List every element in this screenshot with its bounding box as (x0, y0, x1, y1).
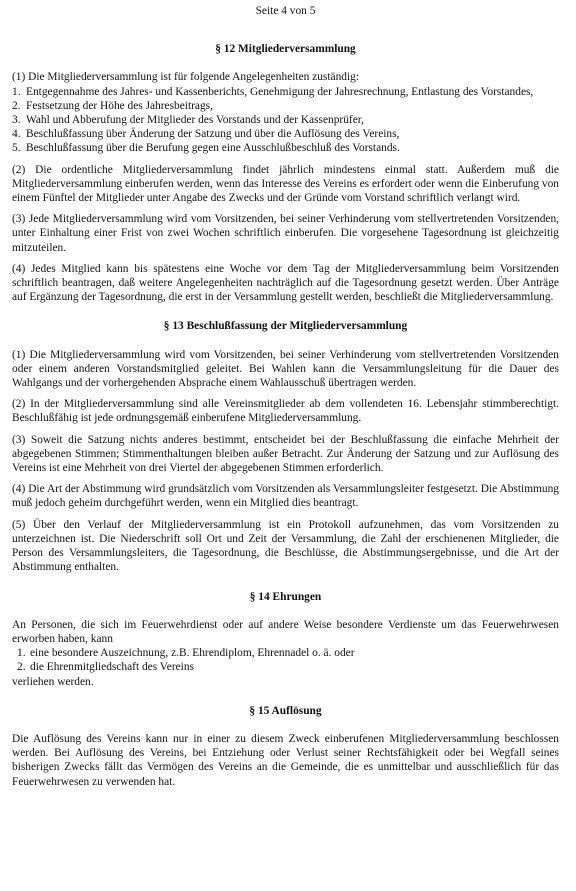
list-item-number: 2. (17, 661, 26, 674)
list-item-number: 5. (12, 142, 21, 155)
list-item-text: die Ehrenmitgliedschaft des Vereins (30, 661, 194, 674)
list-item-text: Festsetzung der Höhe des Jahresbeitrags, (26, 99, 213, 112)
list-item-number: 3. (12, 114, 21, 127)
section-15-heading: § 15 Auflösung (249, 704, 322, 717)
section-13-paragraph-1: (1) Die Mitgliederversammlung wird vom Vorsitzenden, bei seiner Verhinderung vom stellvertretenden Vorsitzenden oder einem anderen Vorstandsmitglied geleitet. Bei Wahlen kann die Versammlungsleitung für die Dauer des Wahlgangs und der vorhergehenden Absprache einem Wahlausschuß übertragen werden. (12, 348, 559, 390)
section-15 (12, 704, 559, 789)
section-12-paragraph-2: (2) Die ordentliche Mitgliederversammlung findet jährlich mindestens einmal statt. Außerdem muß die Mitgliederversammlung einberufen werden, wenn das Interesse des Vereins es erfordert oder wenn die Einberufung von einem Fünftel der Mitglieder unter Angabe des Zwecks und der Gründe vom Vorstand schriftlich verlangt wird. (12, 163, 559, 205)
list-item-text: eine besondere Auszeichnung, z.B. Ehrendiplom, Ehrennadel o. ä. oder (30, 647, 355, 660)
page-number-header: Seite 4 von 5 (255, 5, 316, 17)
section-13-paragraph-3: (3) Soweit die Satzung nichts anderes bestimmt, entscheidet bei der Beschlußfassung die einfache Mehrheit der abgegebenen Stimmen; Stimmenthaltungen bleiben außer Betracht. Zur Änderung der Satzung und zur Auflösung des Vereins ist eine Mehrheit von drei Viertel der abgegebenen Stimmen erforderlich. (12, 433, 559, 475)
list-item-number: 1. (17, 647, 26, 660)
list-item-number: 2. (12, 99, 21, 112)
section-14-heading: § 14 Ehrungen (249, 590, 322, 603)
list-item (12, 99, 559, 113)
list-item (12, 113, 559, 127)
list-item-text: Entgegennahme des Jahres- und Kassenberichts, Genehmigung der Jahresrechnung, Entlastung des Vorstandes, (26, 85, 534, 98)
list-item-text: Beschlußfassung über Änderung der Satzung und über die Auflösung des Vereins, (26, 128, 400, 141)
list-item (12, 141, 559, 155)
list-item (17, 660, 559, 674)
section-13 (12, 319, 559, 574)
list-item-text: Beschlußfassung über die Berufung gegen eine Ausschlußbeschluß des Vorstands. (26, 142, 400, 155)
section-13-paragraph-5: (5) Über den Verlauf der Mitgliederversammlung ist ein Protokoll aufzunehmen, das vom Vorsitzenden zu unterzeichnen ist. Die Niederschrift soll Ort und Zeit der Versammlung, die Zahl der erschienenen Mitglieder, die Person des Versammlungsleiters, die Tagesordnung, die Beschlüsse, die Abstimmungsergebnisse, und die Art der Abstimmung enthalten. (12, 518, 559, 574)
section-14-intro: An Personen, die sich im Feuerwehrdienst oder auf andere Weise besondere Verdienste um das Feuerwehrwesen erworben haben, kann (12, 618, 559, 645)
section-12-paragraph-1-intro: (1) Die Mitgliederversammlung ist für folgende Angelegenheiten zuständig: (12, 71, 360, 84)
section-12-paragraph-3: (3) Jede Mitgliederversammlung wird vom Vorsitzenden, bei seiner Verhinderung vom stellvertretenden Vorsitzenden, unter Einhaltung einer Frist von zwei Wochen schriftlich einberufen. Die vorgesehene Tagesordnung ist gleichzeitig mitzuteilen. (12, 213, 559, 254)
section-14-outro: verliehen werden. (12, 675, 94, 688)
section-12-responsibility-list (12, 85, 559, 156)
list-item-text: Wahl und Abberufung der Mitglieder des Vorstands und der Kassenprüfer, (26, 114, 364, 127)
section-13-paragraph-2: (2) In der Mitgliederversammlung sind alle Vereinsmitglieder ab dem vollendeten 16. Lebensjahr stimmberechtigt. Beschlußfähig ist jede ordnungsgemäß einberufene Mitgliederversammlung. (12, 398, 559, 425)
section-12 (12, 42, 559, 304)
section-13-paragraph-4: (4) Die Art der Abstimmung wird grundsätzlich vom Vorsitzenden als Versammlungsleiter festgesetzt. Die Abstimmung muß jedoch geheim durchgeführt werden, wenn ein Mitglied dies beantragt. (12, 483, 559, 510)
list-item (12, 127, 559, 141)
list-item (17, 646, 559, 660)
section-12-heading: § 12 Mitgliederversammlung (215, 43, 356, 56)
section-14 (12, 590, 559, 689)
section-15-paragraph-1: Die Auflösung des Vereins kann nur in einer zu diesem Zweck einberufenen Mitgliederversammlung beschlossen werden. Bei Auflösung des Vereins, bei Entziehung oder Verlust seiner Rechtsfähigkeit oder bei Wegfall seines bisherigen Zwecks fällt das Vermögen des Vereins an die Gemeinde, die es unmittelbar und ausschließlich für das Feuerwehrwesen zu verwenden hat. (12, 732, 559, 788)
list-item (12, 85, 559, 99)
section-13-heading: § 13 Beschlußfassung der Mitgliederversammlung (163, 320, 408, 333)
section-14-honors-list (12, 646, 559, 674)
list-item-number: 4. (12, 128, 21, 141)
list-item-number: 1. (12, 85, 21, 98)
section-12-paragraph-4: (4) Jedes Mitglied kann bis spätestens eine Woche vor dem Tag der Mitgliederversammlung beim Vorsitzenden schriftlich beantragen, daß weitere Angelegenheiten nachträglich auf die Tagesordnung gesetzt werden. Über Anträge auf Ergänzung der Tagesordnung, die erst in der Versammlung gestellt werden, beschließt die Mitgliederversammlung. (12, 262, 559, 304)
